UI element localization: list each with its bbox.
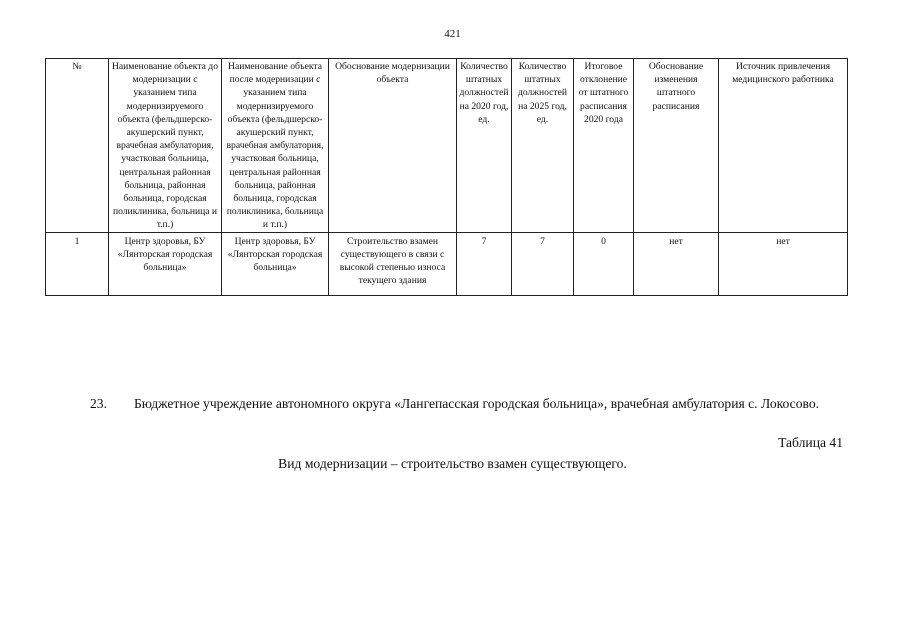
section-paragraph bbox=[90, 394, 845, 414]
table-label: Таблица 41 bbox=[778, 435, 843, 450]
table-cell: нет bbox=[719, 232, 848, 296]
table-cell: Центр здоровья, БУ «Лянторская городская больница» bbox=[222, 232, 329, 296]
header-staff-2025: Количество штатных должностей на 2025 год, ед. bbox=[512, 59, 574, 233]
header-staff-source: Источник привлечения медицинского работника bbox=[719, 59, 848, 233]
header-staff-change-justification: Обоснование изменения штатного расписания bbox=[634, 59, 719, 233]
table-row bbox=[46, 232, 848, 296]
header-object-before: Наименование объекта до модернизации с указанием типа модернизируемого объекта (фельдшерско-акушерский пункт, врачебная амбулатория, участковая больница, центральная районная больница, районная больница, городская поликлиника, больница и т.п.) bbox=[109, 59, 222, 233]
table-cell: Центр здоровья, БУ «Лянторская городская больница» bbox=[109, 232, 222, 296]
modernization-type-caption: Вид модернизации – строительство взамен существующего. bbox=[278, 456, 627, 471]
paragraph-text: Бюджетное учреждение автономного округа «Лангепасская городская больница», врачебная амбулатория с. Локосово. bbox=[134, 396, 820, 411]
table-cell: нет bbox=[634, 232, 719, 296]
table-cell: 7 bbox=[457, 232, 512, 296]
modernization-table bbox=[45, 58, 848, 296]
paragraph-number: 23. bbox=[90, 396, 107, 411]
table-cell: 7 bbox=[512, 232, 574, 296]
table-cell: 1 bbox=[46, 232, 109, 296]
page-number: 421 bbox=[444, 28, 461, 40]
header-staff-2020: Количество штатных должностей на 2020 год, ед. bbox=[457, 59, 512, 233]
table-cell: 0 bbox=[574, 232, 634, 296]
table-header-row bbox=[46, 59, 848, 233]
header-justification: Обоснование модернизации объекта bbox=[329, 59, 457, 233]
header-deviation: Итоговое отклонение от штатного расписания 2020 года bbox=[574, 59, 634, 233]
header-number: № bbox=[46, 59, 109, 233]
header-object-after: Наименование объекта после модернизации с указанием типа модернизируемого объекта (фельдшерско-акушерский пункт, врачебная амбулатория, участковая больница, центральная районная больница, районная больница, городская поликлиника, больница и т.п.) bbox=[222, 59, 329, 233]
table-cell: Строительство взамен существующего в связи с высокой степенью износа текущего здания bbox=[329, 232, 457, 296]
